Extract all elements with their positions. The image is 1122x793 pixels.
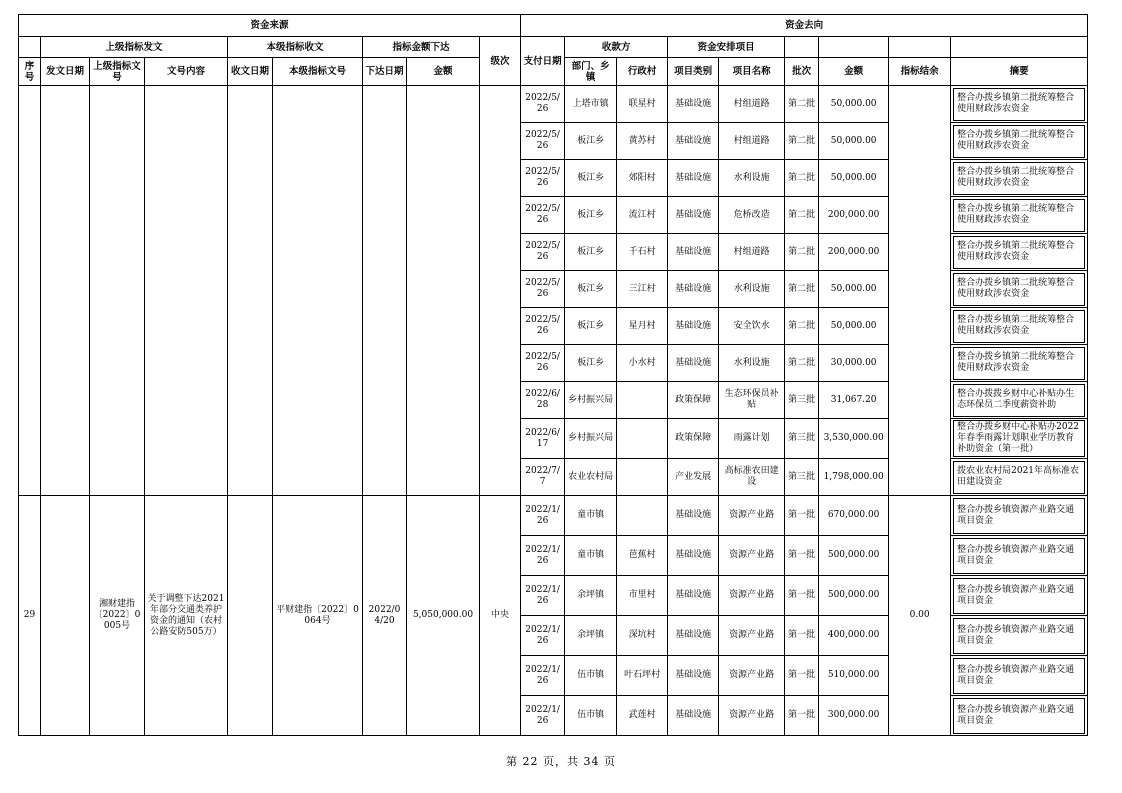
pay-category: 产业发展 — [668, 459, 719, 496]
note-cell — [951, 419, 1088, 459]
col-project-name: 项目名称 — [719, 58, 785, 86]
pay-dept: 板江乡 — [565, 345, 617, 382]
balance-value — [889, 86, 951, 496]
pay-village: 深坑村 — [617, 616, 668, 656]
pay-project: 水利设施 — [719, 271, 785, 308]
note-text: 整合办拨乡镇资源产业路交通项目资金 — [953, 658, 1085, 694]
pay-batch: 第二批 — [785, 160, 819, 197]
page-number: 第 22 页，共 34 页 — [506, 755, 616, 768]
pay-batch: 第二批 — [785, 271, 819, 308]
group-upper-issue: 上级指标发文 — [41, 37, 228, 58]
group-amount-release: 指标金额下达 — [363, 37, 480, 58]
pay-project: 村组道路 — [719, 234, 785, 271]
pay-batch: 第二批 — [785, 123, 819, 160]
pay-village: 流江村 — [617, 197, 668, 234]
source-seq — [19, 86, 41, 496]
pay-date: 2022/1/26 — [521, 656, 565, 696]
source-upper-doc-no: 湘财建指〔2022〕0005号 — [90, 496, 145, 736]
pay-project: 危桥改造 — [719, 197, 785, 234]
pay-dept: 板江乡 — [565, 197, 617, 234]
pay-date: 2022/6/17 — [521, 419, 565, 459]
col-batch: 批次 — [785, 58, 819, 86]
header-blank-balance — [889, 37, 951, 58]
pay-batch: 第一批 — [785, 616, 819, 656]
header-blank-note — [951, 37, 1088, 58]
pay-batch: 第二批 — [785, 234, 819, 271]
source-amount — [407, 86, 480, 496]
pay-date: 2022/1/26 — [521, 576, 565, 616]
pay-category: 基础设施 — [668, 271, 719, 308]
pay-category: 基础设施 — [668, 616, 719, 656]
source-local-doc-no: 平财建指〔2022〕0064号 — [273, 496, 363, 736]
pay-dept: 乡村振兴局 — [565, 419, 617, 459]
balance-value: 0.00 — [889, 496, 951, 736]
pay-dept: 伍市镇 — [565, 656, 617, 696]
section-funds-source: 资金来源 — [19, 15, 521, 37]
pay-category: 基础设施 — [668, 496, 719, 536]
pay-dept: 童市镇 — [565, 496, 617, 536]
note-text: 整合办拨乡镇资源产业路交通项目资金 — [953, 498, 1085, 534]
pay-batch: 第二批 — [785, 197, 819, 234]
pay-village: 千石村 — [617, 234, 668, 271]
pay-project: 资源产业路 — [719, 696, 785, 736]
pay-amount: 50,000.00 — [819, 271, 889, 308]
pay-dept: 伍市镇 — [565, 696, 617, 736]
pay-project: 水利设施 — [719, 160, 785, 197]
funds-allocation-table — [18, 14, 1088, 736]
pay-amount: 3,530,000.00 — [819, 419, 889, 459]
pay-batch: 第二批 — [785, 308, 819, 345]
pay-dept: 板江乡 — [565, 308, 617, 345]
note-text: 整合办拨乡镇第二批统筹整合使用财政涉农资金 — [953, 199, 1085, 232]
pay-date: 2022/1/26 — [521, 496, 565, 536]
source-upper-doc-no — [90, 86, 145, 496]
pay-village: 郊阳村 — [617, 160, 668, 197]
pay-batch: 第二批 — [785, 345, 819, 382]
funds-table-sheet — [18, 14, 1087, 736]
pay-dept: 童市镇 — [565, 536, 617, 576]
header-section-row — [19, 15, 1088, 37]
pay-village: 武莲村 — [617, 696, 668, 736]
pay-batch: 第一批 — [785, 696, 819, 736]
pay-project: 生态环保员补贴 — [719, 382, 785, 419]
source-local-doc-no — [273, 86, 363, 496]
pay-amount: 50,000.00 — [819, 123, 889, 160]
col-pay-date: 支付日期 — [521, 37, 565, 86]
source-seq: 29 — [19, 496, 41, 736]
pay-amount: 50,000.00 — [819, 86, 889, 123]
col-release-date: 下达日期 — [363, 58, 407, 86]
pay-village — [617, 459, 668, 496]
pay-category: 基础设施 — [668, 197, 719, 234]
pay-batch: 第三批 — [785, 382, 819, 419]
pay-category: 基础设施 — [668, 345, 719, 382]
col-issue-date: 发文日期 — [41, 58, 90, 86]
pay-category: 基础设施 — [668, 160, 719, 197]
source-doc-content — [145, 86, 228, 496]
source-doc-content: 关于调整下达2021年部分交通类养护资金的通知（农村公路安防505万） — [145, 496, 228, 736]
pay-project: 村组道路 — [719, 123, 785, 160]
note-text: 拨农业农村局2021年高标准农田建设资金 — [953, 461, 1085, 494]
group-local-receive: 本级指标收文 — [228, 37, 363, 58]
pay-amount: 31,067.20 — [819, 382, 889, 419]
pay-date: 2022/5/26 — [521, 123, 565, 160]
header-blank-batch — [785, 37, 819, 58]
col-receive-date: 收文日期 — [228, 58, 273, 86]
pay-date: 2022/5/26 — [521, 197, 565, 234]
pay-dept: 农业农村局 — [565, 459, 617, 496]
col-local-doc-no: 本级指标文号 — [273, 58, 363, 86]
note-cell — [951, 616, 1088, 656]
pay-project: 资源产业路 — [719, 576, 785, 616]
pay-amount: 510,000.00 — [819, 656, 889, 696]
pay-amount: 300,000.00 — [819, 696, 889, 736]
pay-village: 小水村 — [617, 345, 668, 382]
pay-amount: 50,000.00 — [819, 160, 889, 197]
pay-amount: 1,798,000.00 — [819, 459, 889, 496]
payment-row — [19, 86, 1088, 123]
pay-category: 政策保障 — [668, 419, 719, 459]
source-amount: 5,050,000.00 — [407, 496, 480, 736]
note-text: 整合办拨乡镇第二批统筹整合使用财政涉农资金 — [953, 273, 1085, 306]
source-level — [480, 86, 521, 496]
note-cell — [951, 496, 1088, 536]
pay-village: 芭蕉村 — [617, 536, 668, 576]
pay-category: 基础设施 — [668, 536, 719, 576]
pay-batch: 第三批 — [785, 459, 819, 496]
pay-date: 2022/5/26 — [521, 86, 565, 123]
note-text: 整合办拨拨乡财中心补贴办生态环保员二季度薪资补助 — [953, 384, 1085, 417]
note-text: 整合办拨乡镇第二批统筹整合使用财政涉农资金 — [953, 236, 1085, 269]
note-text: 整合办拨乡镇第二批统筹整合使用财政涉农资金 — [953, 162, 1085, 195]
note-cell — [951, 656, 1088, 696]
header-group-row — [19, 37, 1088, 58]
pay-village: 叶石坪村 — [617, 656, 668, 696]
col-category: 项目类别 — [668, 58, 719, 86]
pay-amount: 500,000.00 — [819, 536, 889, 576]
source-release-date — [363, 86, 407, 496]
source-receive-date — [228, 86, 273, 496]
note-text: 整合办拨乡镇资源产业路交通项目资金 — [953, 538, 1085, 574]
pay-village — [617, 419, 668, 459]
pay-date: 2022/1/26 — [521, 696, 565, 736]
pay-project: 高标准农田建设 — [719, 459, 785, 496]
pay-date: 2022/7/7 — [521, 459, 565, 496]
section-funds-destination: 资金去向 — [521, 15, 1088, 37]
pay-dept: 板江乡 — [565, 271, 617, 308]
pay-date: 2022/5/26 — [521, 271, 565, 308]
group-payee: 收款方 — [565, 37, 668, 58]
pay-batch: 第二批 — [785, 86, 819, 123]
group-project: 资金安排项目 — [668, 37, 785, 58]
pay-amount: 200,000.00 — [819, 197, 889, 234]
note-cell — [951, 536, 1088, 576]
pay-project: 村组道路 — [719, 86, 785, 123]
col-doc-content: 文号内容 — [145, 58, 228, 86]
pay-dept: 板江乡 — [565, 160, 617, 197]
col-level: 级次 — [480, 37, 521, 86]
pay-date: 2022/1/26 — [521, 616, 565, 656]
col-note: 摘要 — [951, 58, 1088, 86]
pay-amount: 670,000.00 — [819, 496, 889, 536]
pay-dept: 上塔市镇 — [565, 86, 617, 123]
pay-category: 基础设施 — [668, 656, 719, 696]
col-seq: 序号 — [19, 58, 41, 86]
note-text: 整合办拨乡镇第二批统筹整合使用财政涉农资金 — [953, 310, 1085, 343]
pay-date: 2022/5/26 — [521, 234, 565, 271]
col-village: 行政村 — [617, 58, 668, 86]
pay-village: 黄苏村 — [617, 123, 668, 160]
note-text: 整合办拨乡镇第二批统筹整合使用财政涉农资金 — [953, 125, 1085, 158]
source-issue-date — [41, 496, 90, 736]
pay-batch: 第三批 — [785, 419, 819, 459]
pay-project: 资源产业路 — [719, 656, 785, 696]
note-cell — [951, 459, 1088, 496]
pay-village — [617, 496, 668, 536]
note-text: 整合办拨乡财中心补贴办2022年春季雨露计划职业学历教育补助资金（第一批） — [953, 420, 1085, 457]
note-cell — [951, 271, 1088, 308]
pay-batch: 第一批 — [785, 496, 819, 536]
col-upper-doc-no: 上级指标文号 — [90, 58, 145, 86]
pay-amount: 400,000.00 — [819, 616, 889, 656]
source-release-date: 2022/04/20 — [363, 496, 407, 736]
pay-category: 基础设施 — [668, 234, 719, 271]
source-level: 中央 — [480, 496, 521, 736]
pay-village: 市里村 — [617, 576, 668, 616]
pay-category: 基础设施 — [668, 86, 719, 123]
payment-row — [19, 496, 1088, 536]
pay-batch: 第一批 — [785, 536, 819, 576]
pay-project: 资源产业路 — [719, 496, 785, 536]
pay-village: 星月村 — [617, 308, 668, 345]
pay-date: 2022/5/26 — [521, 345, 565, 382]
source-issue-date — [41, 86, 90, 496]
pay-dept: 余坪镇 — [565, 616, 617, 656]
note-text: 整合办拨乡镇资源产业路交通项目资金 — [953, 578, 1085, 614]
pay-category: 基础设施 — [668, 308, 719, 345]
pay-category: 基础设施 — [668, 123, 719, 160]
col-pay-amount: 金额 — [819, 58, 889, 86]
pay-category: 基础设施 — [668, 696, 719, 736]
pay-project: 雨露计划 — [719, 419, 785, 459]
col-dept: 部门、乡镇 — [565, 58, 617, 86]
source-receive-date — [228, 496, 273, 736]
pay-amount: 200,000.00 — [819, 234, 889, 271]
note-text: 整合办拨乡镇第二批统筹整合使用财政涉农资金 — [953, 88, 1085, 121]
pay-dept: 板江乡 — [565, 234, 617, 271]
note-text: 整合办拨乡镇第二批统筹整合使用财政涉农资金 — [953, 347, 1085, 380]
pay-village: 联星村 — [617, 86, 668, 123]
pay-dept: 余坪镇 — [565, 576, 617, 616]
header-blank-pay-amount — [819, 37, 889, 58]
col-source-amount: 金额 — [407, 58, 480, 86]
pay-date: 2022/1/26 — [521, 536, 565, 576]
pay-date: 2022/6/28 — [521, 382, 565, 419]
note-cell — [951, 576, 1088, 616]
pay-amount: 30,000.00 — [819, 345, 889, 382]
note-cell — [951, 160, 1088, 197]
pay-category: 基础设施 — [668, 576, 719, 616]
note-cell — [951, 197, 1088, 234]
note-text: 整合办拨乡镇资源产业路交通项目资金 — [953, 698, 1085, 734]
note-cell — [951, 234, 1088, 271]
col-balance: 指标结余 — [889, 58, 951, 86]
pay-project: 资源产业路 — [719, 536, 785, 576]
note-cell — [951, 308, 1088, 345]
pay-village — [617, 382, 668, 419]
pay-amount: 500,000.00 — [819, 576, 889, 616]
pay-village: 三江村 — [617, 271, 668, 308]
note-text: 整合办拨乡镇资源产业路交通项目资金 — [953, 618, 1085, 654]
pay-amount: 50,000.00 — [819, 308, 889, 345]
note-cell — [951, 123, 1088, 160]
pay-dept: 板江乡 — [565, 123, 617, 160]
note-cell — [951, 382, 1088, 419]
pay-date: 2022/5/26 — [521, 160, 565, 197]
note-cell — [951, 696, 1088, 736]
pay-project: 水利设施 — [719, 345, 785, 382]
pay-dept: 乡村振兴局 — [565, 382, 617, 419]
table-body — [19, 86, 1088, 736]
pay-category: 政策保障 — [668, 382, 719, 419]
header-blank-seq — [19, 37, 41, 58]
table-header — [19, 15, 1088, 86]
pay-project: 资源产业路 — [719, 616, 785, 656]
pay-project: 安全饮水 — [719, 308, 785, 345]
pay-date: 2022/5/26 — [521, 308, 565, 345]
pay-batch: 第一批 — [785, 576, 819, 616]
pay-batch: 第一批 — [785, 656, 819, 696]
note-cell — [951, 86, 1088, 123]
note-cell — [951, 345, 1088, 382]
